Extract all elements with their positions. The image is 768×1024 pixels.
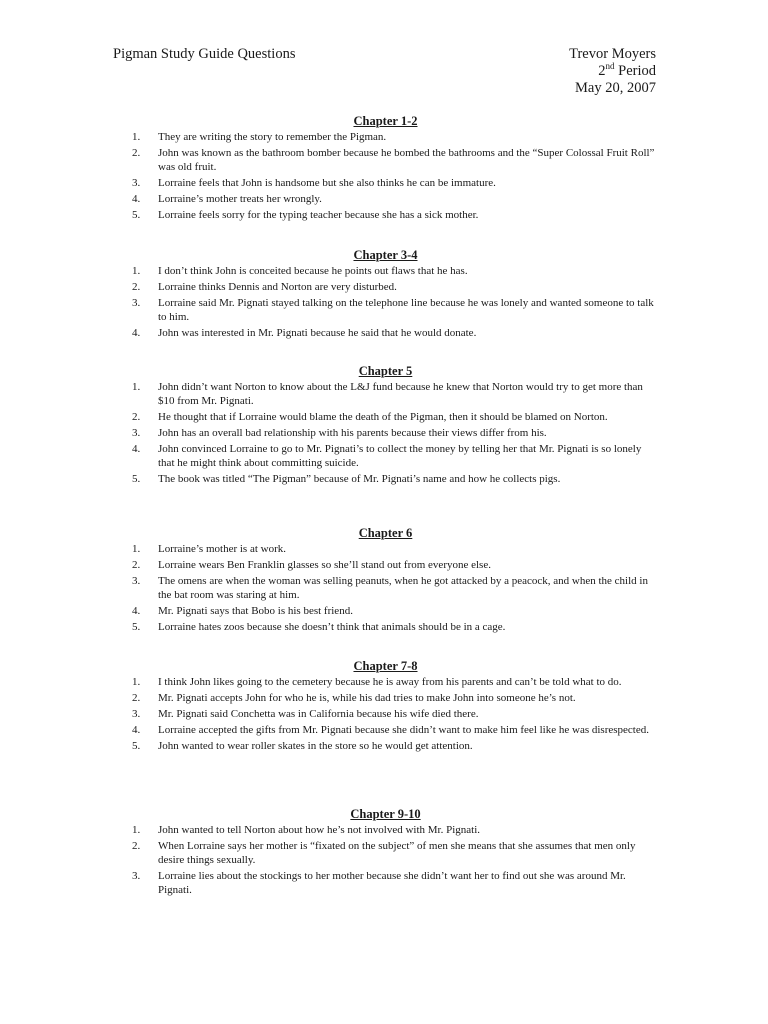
answer-text: I think John likes going to the cemetery because he is away from his parents and can’t be told what to do. (158, 676, 622, 688)
answer-item: 1. I don’t think John is conceited because he points out flaws that he has. (132, 265, 468, 277)
answer-text: John didn’t want Norton to know about the L&J fund because he knew that Norton would try to get more than $10 from Mr. Pignati. (158, 381, 643, 407)
answer-list (113, 130, 658, 222)
answer-text: The book was titled “The Pigman” because of Mr. Pignati’s name and how he collects pigs. (158, 473, 561, 485)
answer-item: 4. Mr. Pignati says that Bobo is his best friend. (132, 605, 353, 617)
answer-item: 3. Lorraine lies about the stockings to her mother because she didn’t want her to find out she was around Mr. Pignati. (132, 870, 626, 896)
answer-text: John convinced Lorraine to go to Mr. Pignati’s to collect the money by telling her that Mr. Pignati is so lonely that he might think about committing suicide. (158, 443, 642, 469)
chapter-section-5 (113, 364, 658, 488)
answer-text: Lorraine wears Ben Franklin glasses so she’ll stand out from everyone else. (158, 559, 491, 571)
period-word: Period (618, 63, 656, 79)
chapter-section-6 (113, 526, 658, 636)
chapter-heading: Chapter 9-10 (350, 807, 421, 821)
answer-text: John has an overall bad relationship with his parents because their views differ from his. (158, 427, 547, 439)
answer-text: Lorraine lies about the stockings to her mother because she didn’t want her to find out she was around Mr. Pignati. (158, 870, 626, 896)
answer-item: 4. John convinced Lorraine to go to Mr. Pignati’s to collect the money by telling her that Mr. Pignati is so lonely that he might think about committing suicide. (132, 443, 642, 469)
answer-text: Lorraine said Mr. Pignati stayed talking on the telephone line because he was lonely and wanted someone to talk to him. (158, 297, 654, 323)
answer-item: 1. John didn’t want Norton to know about the L&J fund because he knew that Norton would try to get more than $10 from Mr. Pignati. (132, 381, 643, 407)
answer-text: Lorraine’s mother treats her wrongly. (158, 193, 322, 205)
answer-item: 1. They are writing the story to remember the Pigman. (132, 131, 387, 143)
answer-text: John wanted to wear roller skates in the store so he would get attention. (158, 740, 473, 752)
answer-item: 5. The book was titled “The Pigman” because of Mr. Pignati’s name and how he collects pigs. (132, 473, 561, 485)
answer-list (113, 542, 658, 634)
chapter-heading: Chapter 5 (358, 364, 413, 378)
answer-text: Mr. Pignati said Conchetta was in California because his wife died there. (158, 708, 479, 720)
period-suffix: nd (605, 61, 615, 71)
answer-item: 2. Lorraine wears Ben Franklin glasses so she’ll stand out from everyone else. (132, 559, 491, 571)
answer-item: 4. Lorraine accepted the gifts from Mr. Pignati because she didn’t want to make him feel like he was disrespected. (132, 724, 649, 736)
answer-text: They are writing the story to remember the Pigman. (158, 131, 387, 143)
header-info (569, 46, 656, 97)
chapter-heading: Chapter 1-2 (353, 114, 418, 128)
answer-text: The omens are when the woman was selling peanuts, when he got attacked by a peacock, and when the child in the bat room was staring at him. (158, 575, 648, 601)
answer-text: Lorraine feels sorry for the typing teacher because she has a sick mother. (158, 209, 479, 221)
answer-item: 3. The omens are when the woman was selling peanuts, when he got attacked by a peacock, and when the child in the bat room was staring at him. (132, 575, 648, 601)
answer-text: Lorraine thinks Dennis and Norton are very disturbed. (158, 281, 397, 293)
answer-item: 3. Lorraine said Mr. Pignati stayed talking on the telephone line because he was lonely and wanted someone to talk to him. (132, 297, 654, 323)
chapter-section-3-4 (113, 248, 658, 342)
answer-list (113, 675, 658, 753)
chapter-section-1-2 (113, 114, 658, 224)
answer-item: 5. John wanted to wear roller skates in the store so he would get attention. (132, 740, 473, 752)
period-number: 2 (598, 63, 606, 79)
answer-item: 2. Lorraine thinks Dennis and Norton are very disturbed. (132, 281, 397, 293)
answer-item: 1. Lorraine’s mother is at work. (132, 543, 286, 555)
answer-item: 3. Lorraine feels that John is handsome but she also thinks he can be immature. (132, 177, 496, 189)
answer-item: 4. John was interested in Mr. Pignati because he said that he would donate. (132, 327, 477, 339)
answer-text: John was known as the bathroom bomber because he bombed the bathrooms and the “Super Colossal Fruit Roll” was old fruit. (158, 147, 655, 173)
chapter-heading: Chapter 6 (358, 526, 413, 540)
author-name: Trevor Moyers (569, 46, 656, 62)
chapter-heading: Chapter 7-8 (353, 659, 418, 673)
answer-item: 3. Mr. Pignati said Conchetta was in California because his wife died there. (132, 708, 479, 720)
answer-text: When Lorraine says her mother is “fixated on the subject” of men she means that she assumes that men only desire things sexually. (158, 840, 636, 866)
answer-text: Lorraine accepted the gifts from Mr. Pignati because she didn’t want to make him feel like he was disrespected. (158, 724, 649, 736)
answer-item: 2. He thought that if Lorraine would blame the death of the Pigman, then it should be blamed on Norton. (132, 411, 608, 423)
chapter-section-7-8 (113, 659, 658, 755)
answer-text: Lorraine feels that John is handsome but she also thinks he can be immature. (158, 177, 496, 189)
answer-text: Mr. Pignati accepts John for who he is, while his dad tries to make John into someone he’s not. (158, 692, 576, 704)
answer-text: Lorraine’s mother is at work. (158, 543, 286, 555)
answer-item: 4. Lorraine’s mother treats her wrongly. (132, 193, 322, 205)
answer-item: 1. I think John likes going to the cemetery because he is away from his parents and can’t be told what to do. (132, 676, 622, 688)
answer-text: Mr. Pignati says that Bobo is his best friend. (158, 605, 353, 617)
answer-text: I don’t think John is conceited because he points out flaws that he has. (158, 265, 468, 277)
answer-list (113, 264, 658, 340)
answer-item: 3. John has an overall bad relationship with his parents because their views differ from his. (132, 427, 547, 439)
answer-item: 5. Lorraine hates zoos because she doesn’t think that animals should be in a cage. (132, 621, 506, 633)
answer-item: 5. Lorraine feels sorry for the typing teacher because she has a sick mother. (132, 209, 479, 221)
answer-text: He thought that if Lorraine would blame the death of the Pigman, then it should be blamed on Norton. (158, 411, 608, 423)
document-title: Pigman Study Guide Questions (113, 46, 296, 62)
document-date: May 20, 2007 (575, 80, 656, 96)
answer-list (113, 380, 658, 486)
answer-text: Lorraine hates zoos because she doesn’t think that animals should be in a cage. (158, 621, 506, 633)
answer-text: John wanted to tell Norton about how he’s not involved with Mr. Pignati. (158, 824, 481, 836)
answer-item: 2. Mr. Pignati accepts John for who he is, while his dad tries to make John into someone he’s not. (132, 692, 576, 704)
chapter-heading: Chapter 3-4 (353, 248, 418, 262)
chapter-section-9-10 (113, 807, 658, 899)
class-period (569, 63, 656, 80)
answer-item: 2. John was known as the bathroom bomber because he bombed the bathrooms and the “Super Colossal Fruit Roll” was old fruit. (132, 147, 655, 173)
answer-text: John was interested in Mr. Pignati because he said that he would donate. (158, 327, 477, 339)
answer-list (113, 823, 658, 897)
answer-item: 1. John wanted to tell Norton about how he’s not involved with Mr. Pignati. (132, 824, 481, 836)
answer-item: 2. When Lorraine says her mother is “fixated on the subject” of men she means that she assumes that men only desire things sexually. (132, 840, 636, 866)
